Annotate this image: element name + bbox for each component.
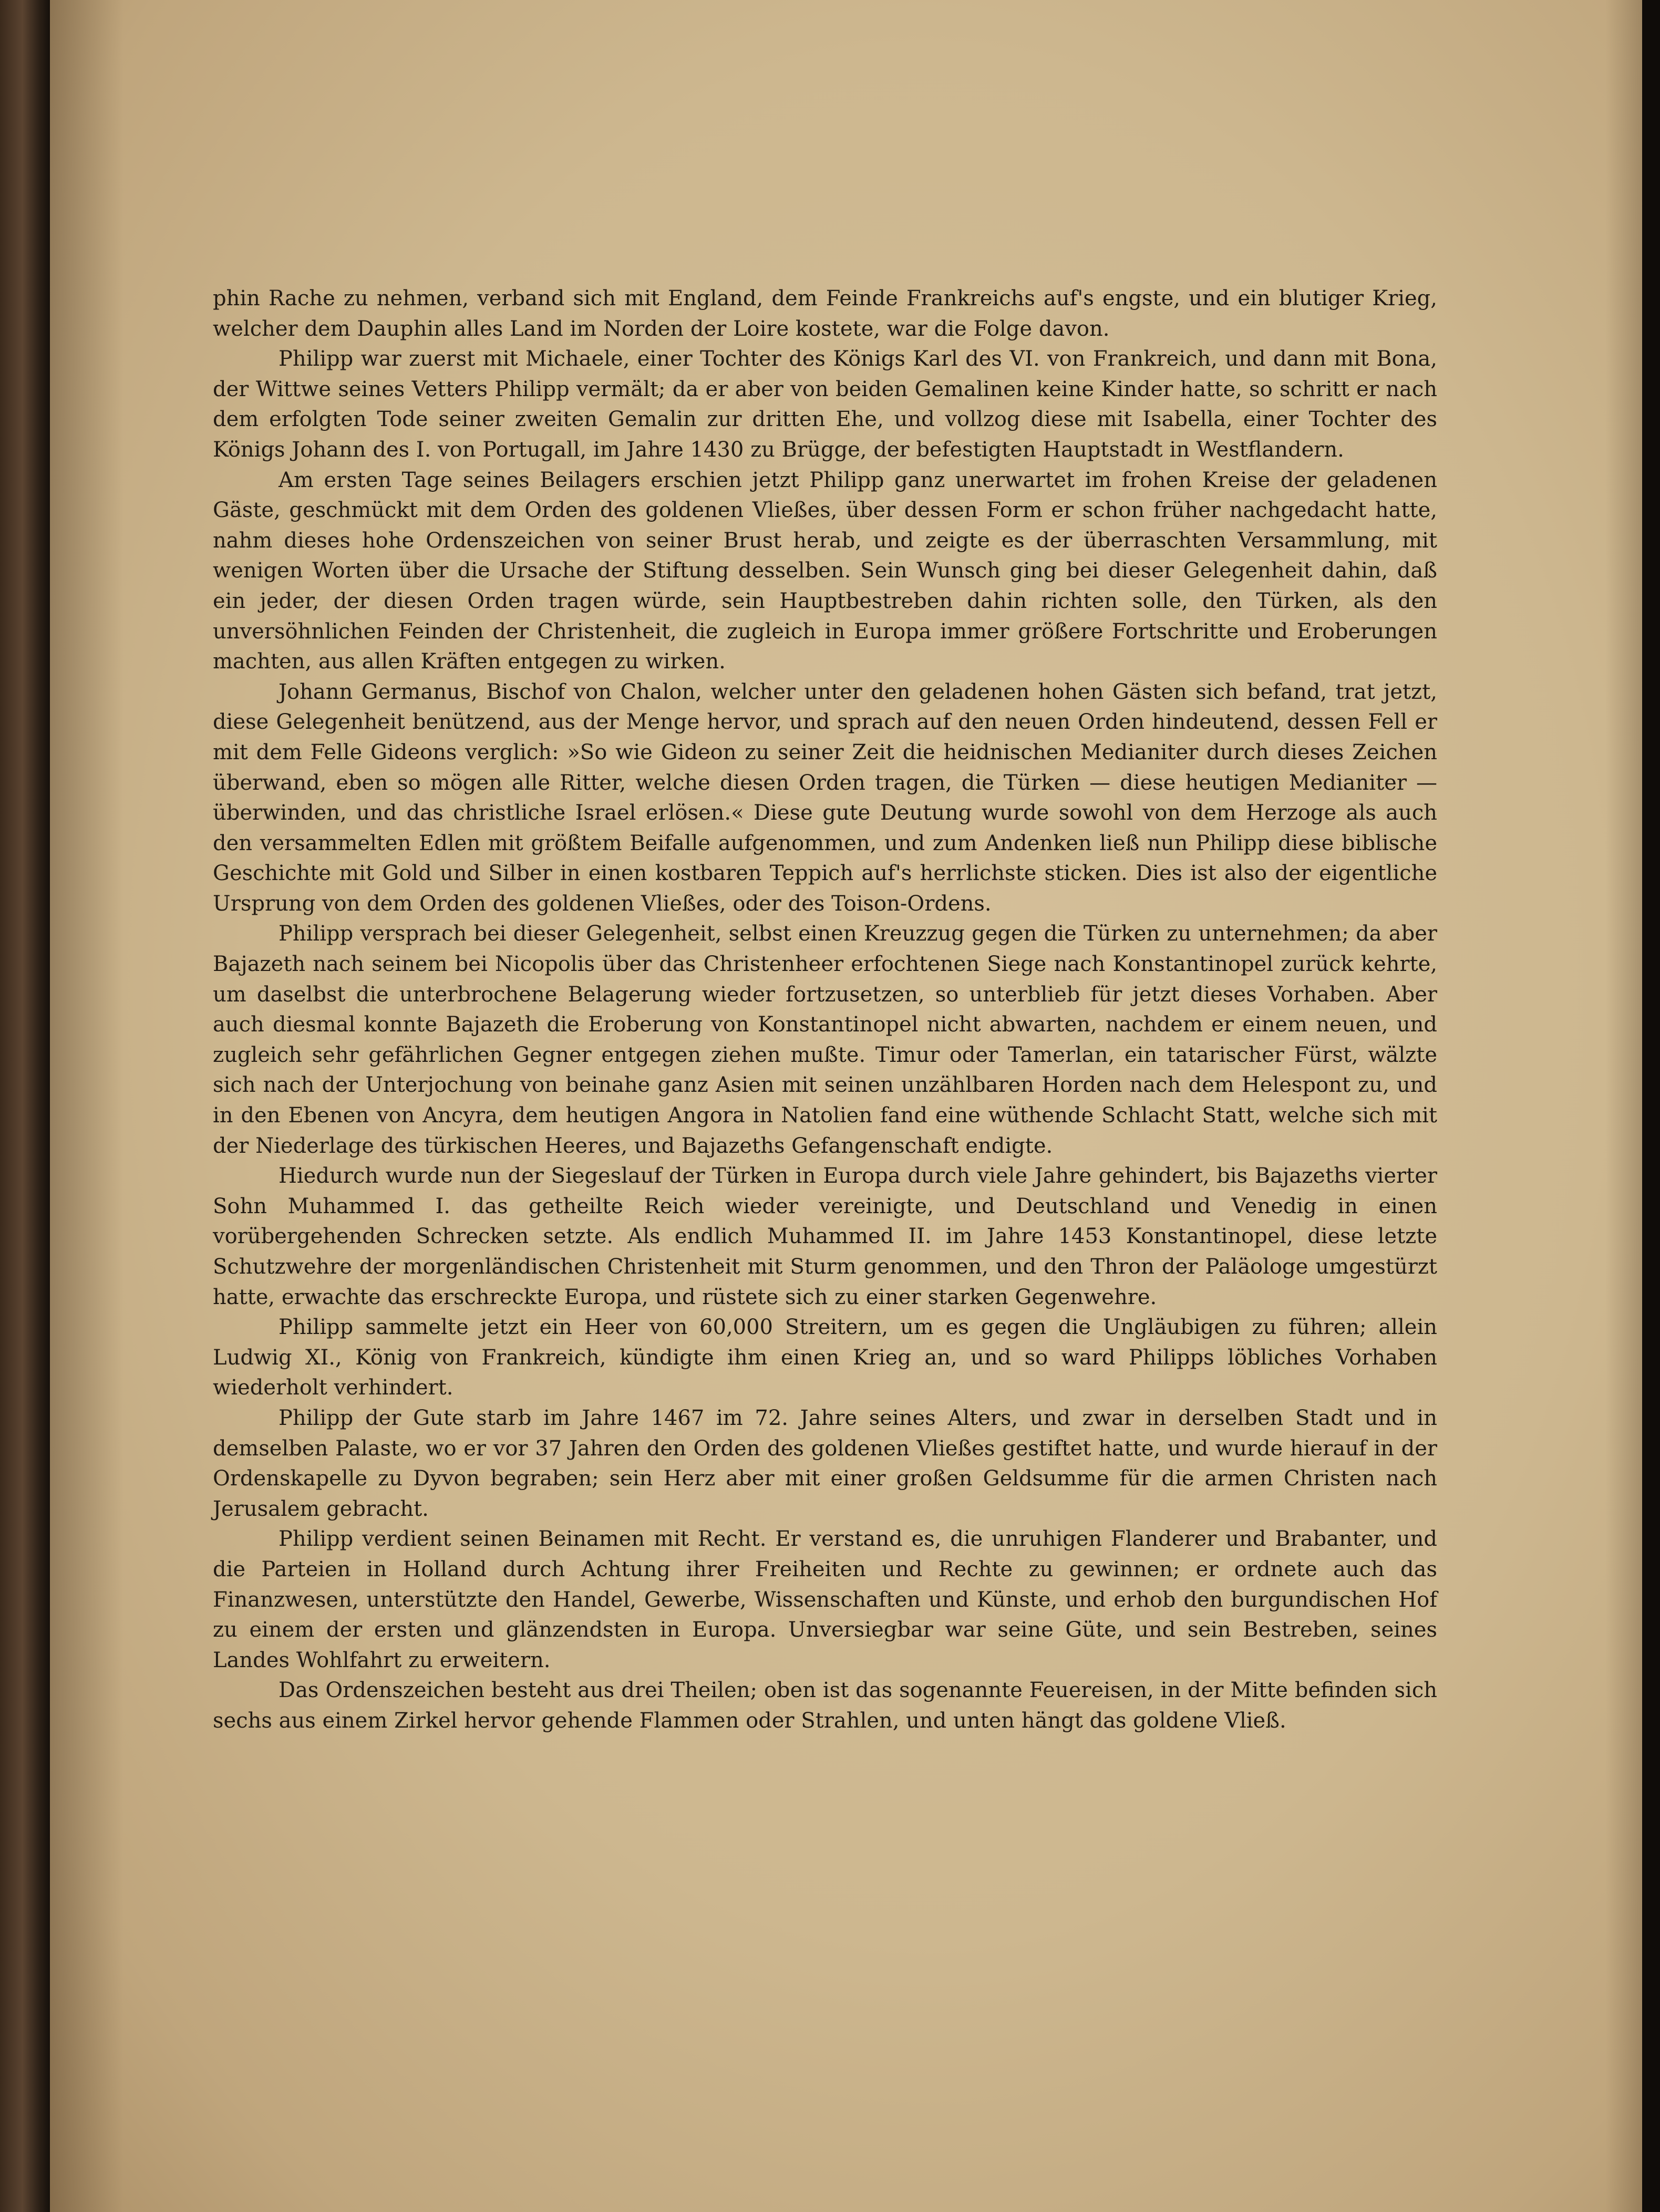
paragraph-3: Am ersten Tage seines Beilagers erschien jetzt Philipp ganz unerwartet im frohen Kreise der geladenen Gäste, geschmückt mit dem Orden des goldenen Vließes, über dessen Form er schon früher nachgedacht hatte, nahm dieses hohe Ordenszeichen von seiner Brust herab, und zeigte es der überraschten Versammlung, mit wenigen Worten über die Ursache der Stiftung desselben. Sein Wunsch ging bei dieser Gelegenheit dahin, daß ein jeder, der diesen Orden tragen würde, sein Hauptbestreben dahin richten solle, den Türken, als den unversöhnlichen Feinden der Christenheit, die zugleich in Europa immer größere Fortschritte und Eroberungen machten, aus allen Kräften entgegen zu wirken. [213, 468, 1437, 674]
paragraph-1: phin Rache zu nehmen, verband sich mit England, dem Feinde Frankreichs auf's engste, und ein blutiger Krieg, welcher dem Dauphin alles Land im Norden der Loire kostete, war die Folge davon. [213, 286, 1437, 341]
paragraph-9: Philipp verdient seinen Beinamen mit Recht. Er verstand es, die unruhigen Flanderer und Brabanter, und die Parteien in Holland durch Achtung ihrer Freiheiten und Rechte zu gewinnen; er ordnete auch das Finanzwesen, unterstützte den Handel, Gewerbe, Wissenschaften und Künste, und erhob den burgundischen Hof zu einem der ersten und glänzendsten in Europa. Unversiegbar war seine Güte, und sein Bestreben, seines Landes Wohlfahrt zu erweitern. [213, 1527, 1437, 1672]
paragraph-8: Philipp der Gute starb im Jahre 1467 im 72. Jahre seines Alters, und zwar in derselben Stadt und in demselben Palaste, wo er vor 37 Jahren den Orden des goldenen Vließes gestiftet hatte, und wurde hierauf in der Ordenskapelle zu Dyvon begraben; sein Herz aber mit einer großen Geldsumme für die armen Christen nach Jerusalem gebracht. [213, 1405, 1437, 1521]
scan-edge [1642, 0, 1660, 2212]
paragraph-6: Hiedurch wurde nun der Siegeslauf der Türken in Europa durch viele Jahre gehindert, bis Bajazeths vierter Sohn Muhammed I. das getheilte Reich wieder vereinigte, und Deutschland und Venedig in einen vorübergehenden Schrecken setzte. Als endlich Muhammed II. im Jahre 1453 Konstantinopel, diese letzte Schutzwehre der morgenländischen Christenheit mit Sturm genommen, und den Thron der Paläologe umgestürzt hatte, erwachte das erschreckte Europa, und rüstete sich zu einer starken Gegenwehre. [213, 1164, 1437, 1309]
paragraph-4: Johann Germanus, Bischof von Chalon, welcher unter den geladenen hohen Gästen sich befand, trat jetzt, diese Gelegenheit benützend, aus der Menge hervor, und sprach auf den neuen Orden hindeutend, dessen Fell er mit dem Felle Gideons verglich: »So wie Gideon zu seiner Zeit die heidnischen Medianiter durch dieses Zeichen überwand, eben so mögen alle Ritter, welche diesen Orden tragen, die Türken — diese heutigen Medianiter — überwinden, und das christliche Israel erlösen.« Diese gute Deutung wurde sowohl von dem Herzoge als auch den versammelten Edlen mit größtem Beifalle aufgenommen, und zum Andenken ließ nun Philipp diese biblische Geschichte mit Gold und Silber in einen kostbaren Teppich auf's herrlichste sticken. Dies ist also der eigentliche Ursprung von dem Orden des goldenen Vließes, oder des Toison-Ordens. [213, 679, 1437, 916]
paragraph-10: Das Ordenszeichen besteht aus drei Theilen; oben ist das sogenannte Feuereisen, in der Mitte befinden sich sechs aus einem Zirkel hervor gehende Flammen oder Strahlen, und unten hängt das goldene Vließ. [213, 1678, 1437, 1733]
paragraph-5: Philipp versprach bei dieser Gelegenheit, selbst einen Kreuzzug gegen die Türken zu unternehmen; da aber Bajazeth nach seinem bei Nicopolis über das Christenheer erfochtenen Siege nach Konstantinopel zurück kehrte, um daselbst die unterbrochene Belagerung wieder fortzusetzen, so unterblieb für jetzt dieses Vorhaben. Aber auch diesmal konnte Bajazeth die Eroberung von Konstantinopel nicht abwarten, nachdem er einem neuen, und zugleich sehr gefährlichen Gegner entgegen ziehen mußte. Timur oder Tamerlan, ein tatarischer Fürst, wälzte sich nach der Unterjochung von beinahe ganz Asien mit seinen unzählbaren Horden nach dem Helespont zu, und in den Ebenen von Ancyra, dem heutigen Angora in Natolien fand eine wüthende Schlacht Statt, welche sich mit der Niederlage des türkischen Heeres, und Bajazeths Gefangenschaft endigte. [213, 922, 1437, 1158]
paragraph-7: Philipp sammelte jetzt ein Heer von 60,000 Streitern, um es gegen die Ungläubigen zu führen; allein Ludwig XI., König von Frankreich, kündigte ihm einen Krieg an, und so ward Philipps löbliches Vorhaben wiederholt verhindert. [213, 1315, 1437, 1400]
book-gutter [0, 0, 50, 2212]
paragraph-2: Philipp war zuerst mit Michaele, einer Tochter des Königs Karl des VI. von Frankreich, und dann mit Bona, der Wittwe seines Vetters Philipp vermält; da er aber von beiden Gemalinen keine Kinder hatte, so schritt er nach dem erfolgten Tode seiner zweiten Gemalin zur dritten Ehe, und vollzog diese mit Isabella, einer Tochter des Königs Johann des I. von Portugall, im Jahre 1430 zu Brügge, der befestigten Hauptstadt in Westflandern. [213, 347, 1437, 462]
body-text [213, 284, 1437, 1736]
